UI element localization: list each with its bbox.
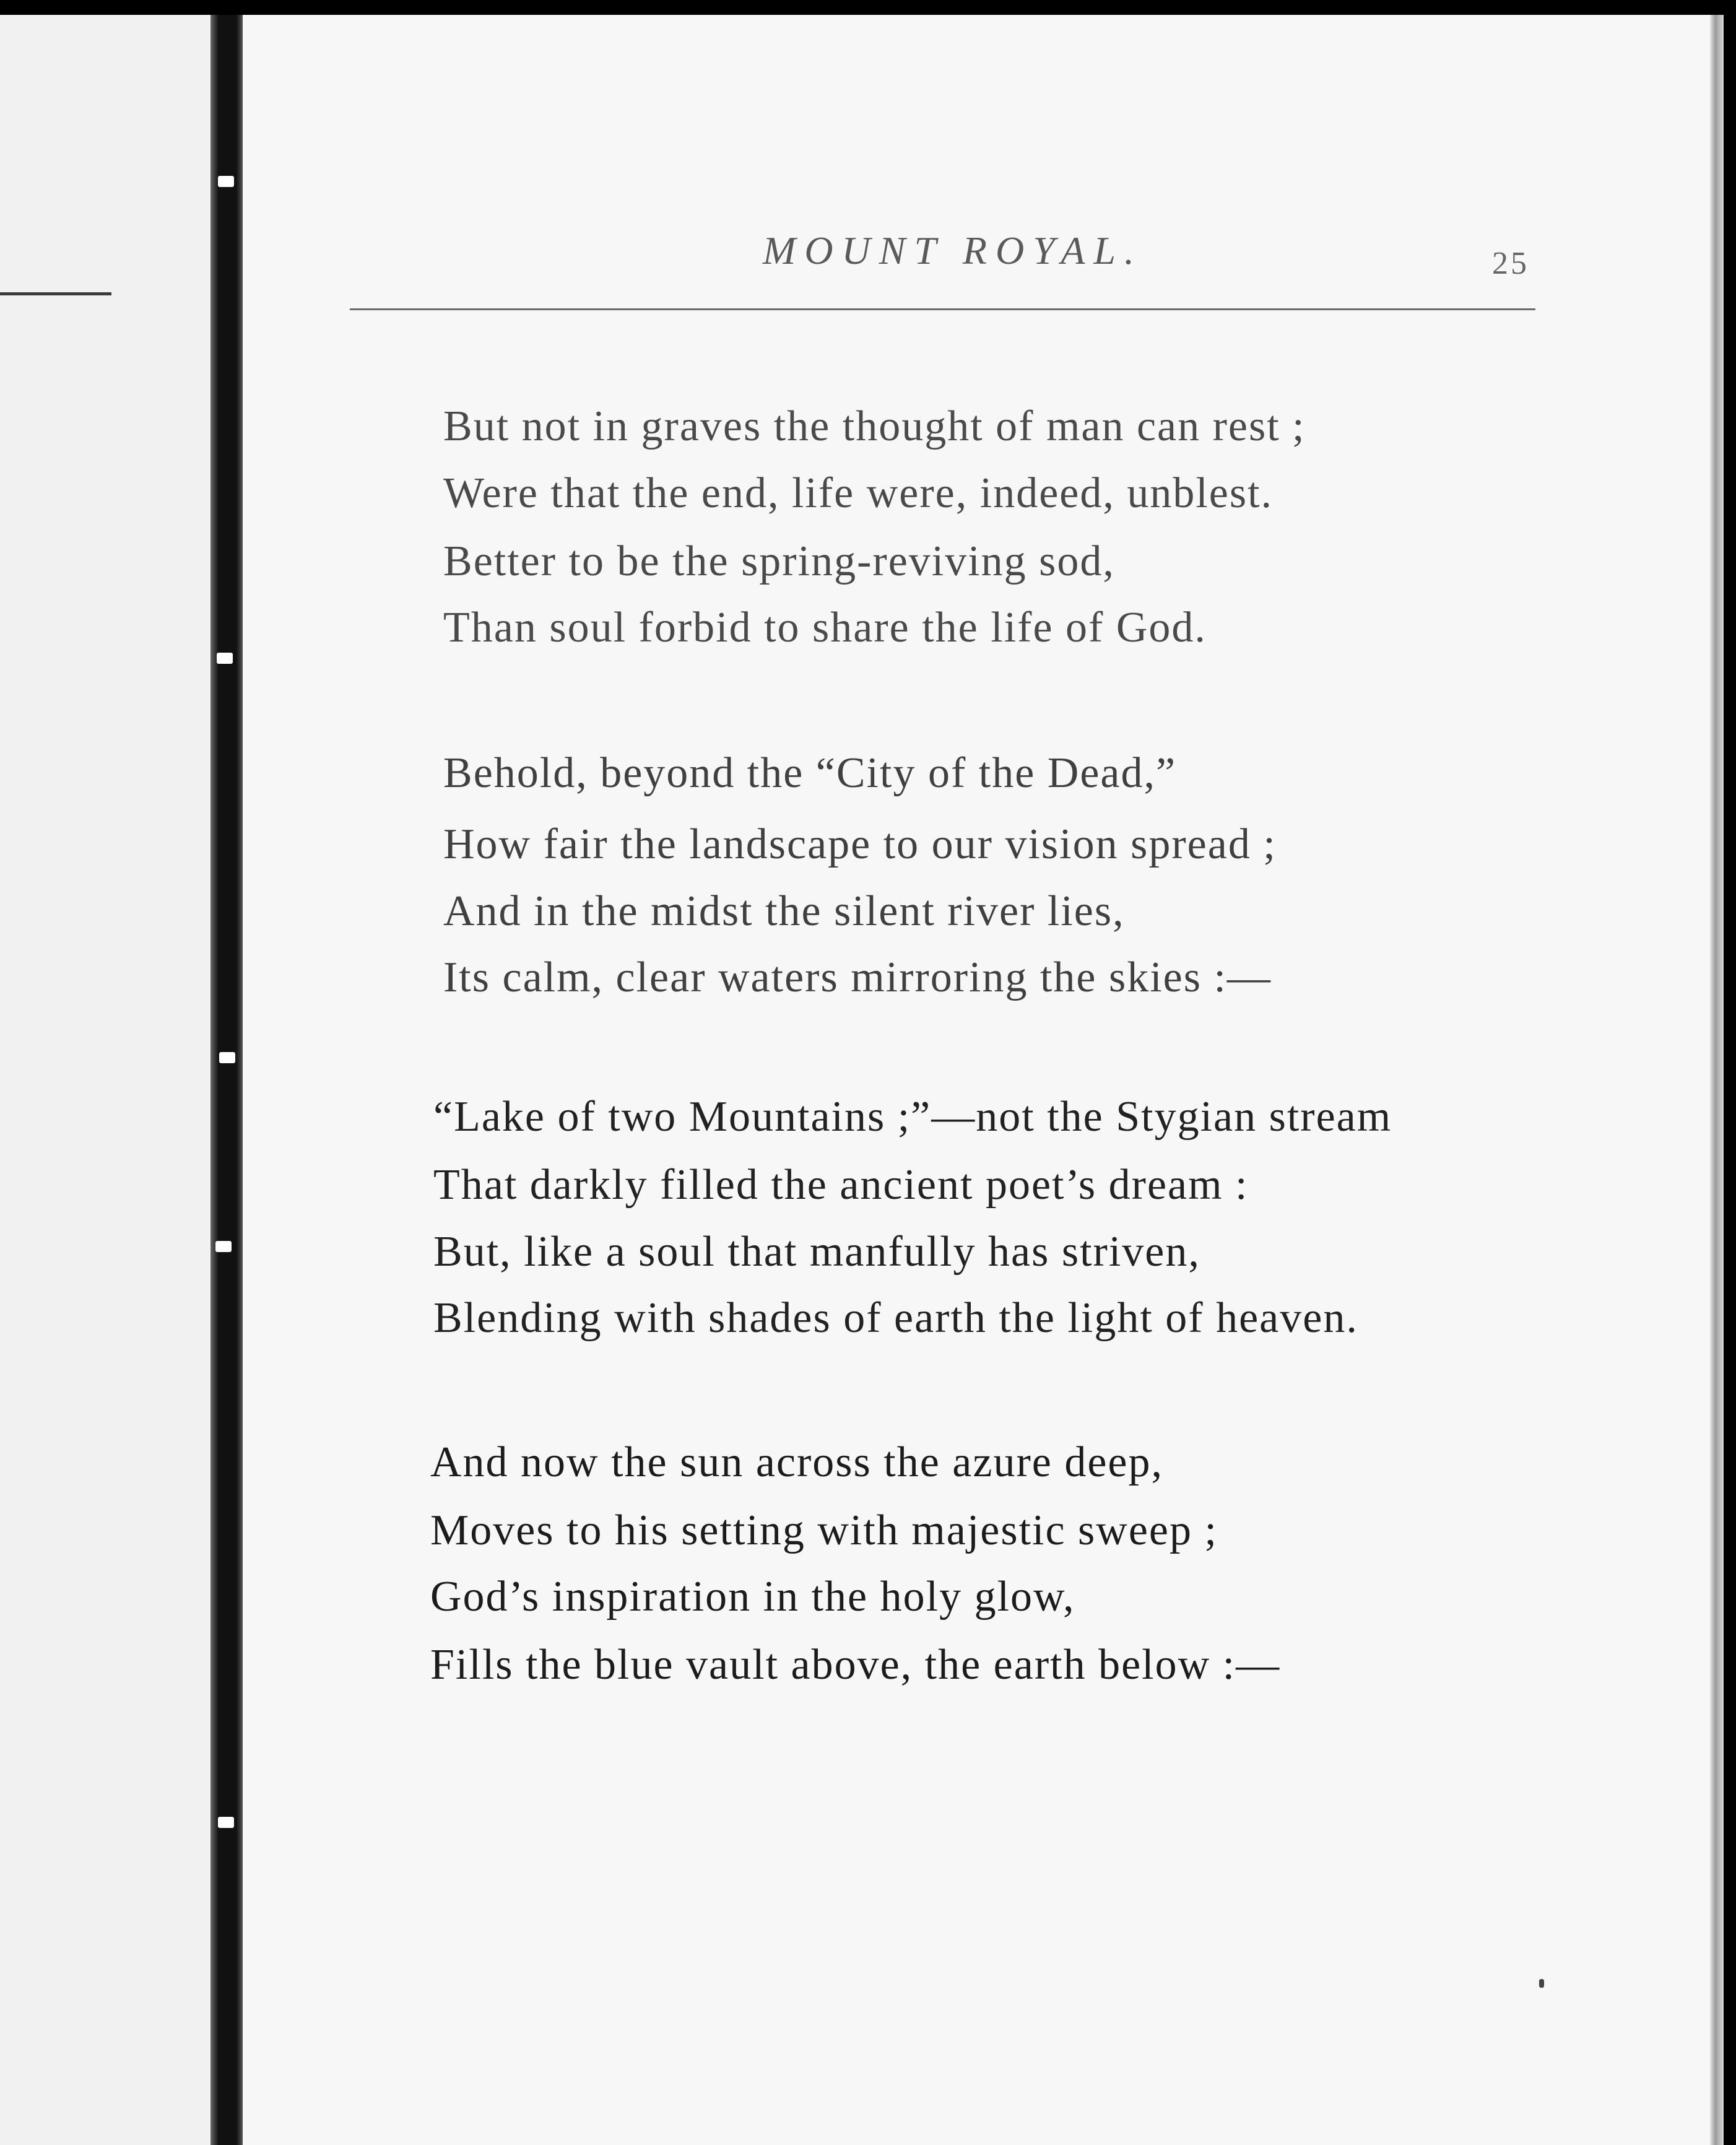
page-right-edge [1710,15,1724,2145]
gutter-mark [218,1817,234,1828]
scanned-page [0,15,1724,2145]
facing-page-edge [0,15,210,2145]
verse-line: God’s inspiration in the holy glow, [430,1573,1075,1621]
verse-line: And now the sun across the azure deep, [430,1438,1163,1486]
verse-line: “Lake of two Mountains ;”—not the Stygian stream [433,1093,1392,1141]
verse-line: How fair the landscape to our vision spread ; [443,820,1277,868]
binding-gutter [210,15,243,2145]
facing-page-rule [0,292,111,295]
gutter-mark [215,1241,232,1252]
gutter-mark [219,1052,235,1063]
verse-line: And in the midst the silent river lies, [443,887,1125,935]
verse-line: Than soul forbid to share the life of God. [443,604,1207,651]
verse-line: Moves to his setting with majestic sweep ; [430,1507,1218,1554]
gutter-mark [217,653,233,664]
verse-line: Its calm, clear waters mirroring the skies :— [443,954,1272,1001]
verse-line: Fills the blue vault above, the earth below :— [430,1641,1281,1689]
page-number: 25 [1492,246,1529,281]
book-page [243,15,1710,2145]
running-title: MOUNT ROYAL. [763,228,1143,272]
verse-line: But not in graves the thought of man can rest ; [443,402,1306,450]
verse-line: Were that the end, life were, indeed, unblest. [443,469,1274,517]
verse-line: Behold, beyond the “City of the Dead,” [443,749,1177,797]
paper-speck [1539,1979,1544,1988]
verse-line: Blending with shades of earth the light of heaven. [433,1294,1358,1342]
verse-line: Better to be the spring-reviving sod, [443,537,1115,585]
verse-line: But, like a soul that manfully has striven, [433,1228,1200,1276]
verse-line: That darkly filled the ancient poet’s dream : [433,1161,1249,1209]
header-rule [350,308,1535,310]
gutter-mark [218,176,234,187]
